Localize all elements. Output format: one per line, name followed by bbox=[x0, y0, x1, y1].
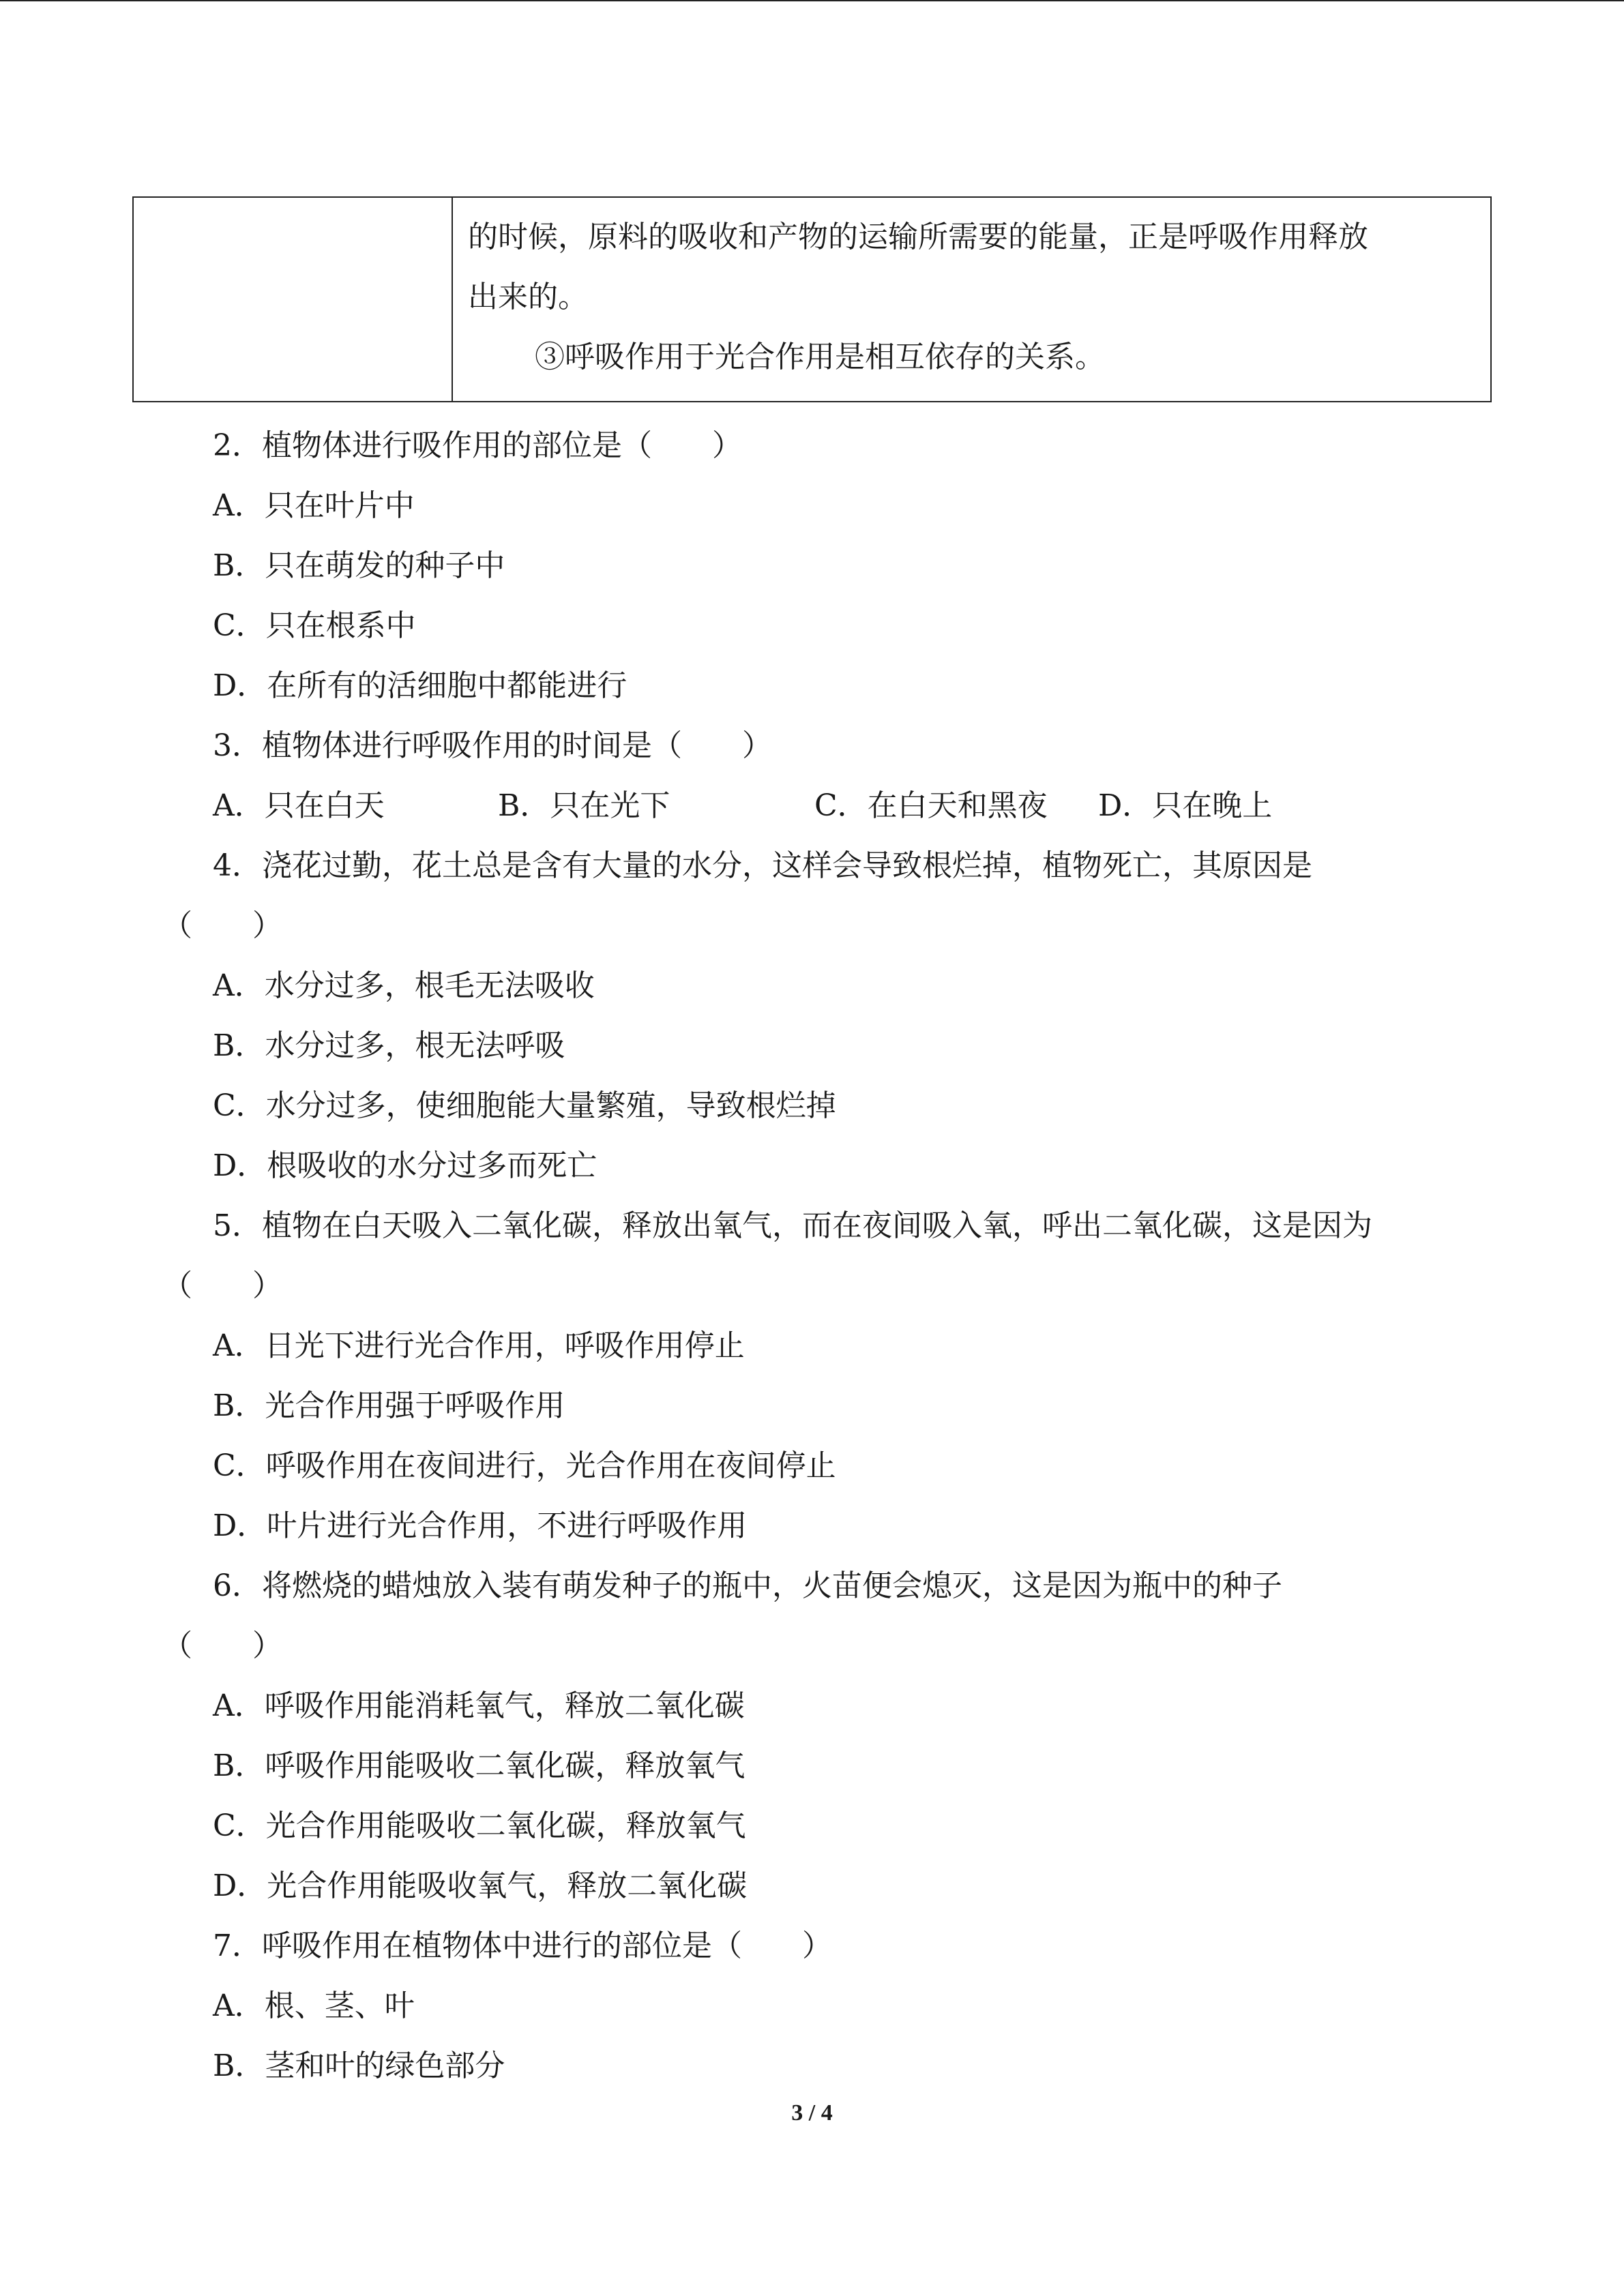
question-4-stem-row bbox=[0, 836, 1624, 896]
question-4-paren-row bbox=[0, 896, 1624, 956]
question-5-option-b[interactable]: B．光合作用强于呼吸作用 bbox=[213, 1388, 565, 1423]
question-5-answer-paren[interactable]: （ ） bbox=[162, 1268, 282, 1303]
question-5-option-c-row bbox=[0, 1436, 1624, 1496]
question-6-stem-row bbox=[0, 1556, 1624, 1616]
question-6-option-b-row bbox=[0, 1736, 1624, 1796]
question-6-stem: 6．将燃烧的蜡烛放入装有萌发种子的瓶中，火苗便会熄灭，这是因为瓶中的种子 bbox=[213, 1568, 1282, 1603]
question-3-option-a[interactable]: A．只在白天 bbox=[213, 788, 385, 823]
question-6-option-b[interactable]: B．呼吸作用能吸收二氧化碳，释放氧气 bbox=[213, 1748, 745, 1783]
question-6-option-c[interactable]: C．光合作用能吸收二氧化碳，释放氧气 bbox=[213, 1808, 746, 1843]
question-4-option-b[interactable]: B．水分过多，根无法呼吸 bbox=[213, 1028, 565, 1063]
question-4-option-b-row bbox=[0, 1016, 1624, 1076]
question-3-option-d[interactable]: D．只在晚上 bbox=[1098, 788, 1273, 823]
question-4-option-a[interactable]: A．水分过多，根毛无法吸收 bbox=[213, 968, 595, 1003]
question-6-option-a-row bbox=[0, 1676, 1624, 1736]
question-2-option-a-row bbox=[0, 476, 1624, 536]
table-cell-text bbox=[468, 207, 1471, 387]
question-3-option-b[interactable]: B．只在光下 bbox=[498, 788, 670, 823]
question-2-option-b[interactable]: B．只在萌发的种子中 bbox=[213, 548, 505, 583]
answer-table bbox=[132, 196, 1492, 402]
page-number: 3 / 4 bbox=[791, 2100, 833, 2126]
question-5-paren-row bbox=[0, 1256, 1624, 1316]
question-7-option-a[interactable]: A．根、茎、叶 bbox=[213, 1988, 415, 2023]
question-4-answer-paren[interactable]: （ ） bbox=[162, 908, 282, 943]
question-2-option-b-row bbox=[0, 536, 1624, 596]
question-5-option-d[interactable]: D．叶片进行光合作用，不进行呼吸作用 bbox=[213, 1508, 748, 1543]
question-4-stem: 4．浇花过勤，花土总是含有大量的水分，这样会导致根烂掉，植物死亡，其原因是 bbox=[213, 848, 1312, 883]
question-2-option-d[interactable]: D．在所有的活细胞中都能进行 bbox=[213, 668, 628, 703]
question-3-option-c[interactable]: C．在白天和黑夜 bbox=[814, 788, 1048, 823]
question-2-option-c[interactable]: C．只在根系中 bbox=[213, 608, 416, 643]
question-4-option-c[interactable]: C．水分过多，使细胞能大量繁殖，导致根烂掉 bbox=[213, 1088, 836, 1123]
question-3-stem-row bbox=[0, 716, 1624, 776]
table-column-divider bbox=[452, 198, 453, 401]
question-6-paren-row bbox=[0, 1616, 1624, 1676]
question-4-option-d-row bbox=[0, 1136, 1624, 1196]
question-2-stem-row bbox=[0, 416, 1624, 476]
question-2-stem: 2．植物体进行吸作用的部位是（ ） bbox=[213, 428, 742, 463]
question-4-option-c-row bbox=[0, 1076, 1624, 1136]
top-border-line bbox=[0, 0, 1624, 1]
question-4-option-d[interactable]: D．根吸收的水分过多而死亡 bbox=[213, 1148, 597, 1183]
question-7-option-b-row bbox=[0, 2036, 1624, 2096]
table-line-3: ③呼吸作用于光合作用是相互依存的关系。 bbox=[535, 340, 1105, 374]
question-6-option-d[interactable]: D．光合作用能吸收氧气，释放二氧化碳 bbox=[213, 1868, 748, 1903]
question-5-option-c[interactable]: C．呼吸作用在夜间进行，光合作用在夜间停止 bbox=[213, 1448, 836, 1483]
question-6-option-a[interactable]: A．呼吸作用能消耗氧气，释放二氧化碳 bbox=[213, 1688, 745, 1723]
question-2-option-a[interactable]: A．只在叶片中 bbox=[213, 488, 415, 523]
question-4-option-a-row bbox=[0, 956, 1624, 1016]
question-5-option-a-row bbox=[0, 1316, 1624, 1376]
question-7-option-b[interactable]: B．茎和叶的绿色部分 bbox=[213, 2048, 505, 2083]
table-line-1: 的时候，原料的吸收和产物的运输所需要的能量，正是呼吸作用释放 bbox=[468, 220, 1368, 254]
question-7-option-a-row bbox=[0, 1976, 1624, 2036]
question-3-inline-options bbox=[213, 776, 1372, 836]
question-3-stem: 3．植物体进行呼吸作用的时间是（ ） bbox=[213, 728, 772, 763]
question-5-option-a[interactable]: A．日光下进行光合作用，呼吸作用停止 bbox=[213, 1328, 745, 1363]
question-5-option-b-row bbox=[0, 1376, 1624, 1436]
question-7-stem: 7．呼吸作用在植物体中进行的部位是（ ） bbox=[213, 1928, 832, 1963]
question-5-option-d-row bbox=[0, 1496, 1624, 1556]
question-2-option-c-row bbox=[0, 596, 1624, 656]
question-5-stem-row bbox=[0, 1196, 1624, 1256]
question-7-stem-row bbox=[0, 1916, 1624, 1976]
question-6-answer-paren[interactable]: （ ） bbox=[162, 1628, 282, 1663]
table-line-2: 出来的。 bbox=[468, 280, 588, 314]
question-5-stem: 5．植物在白天吸入二氧化碳，释放出氧气，而在夜间吸入氧，呼出二氧化碳，这是因为 bbox=[213, 1208, 1372, 1243]
question-3-options-row bbox=[0, 776, 1624, 836]
question-6-option-c-row bbox=[0, 1796, 1624, 1856]
question-6-option-d-row bbox=[0, 1856, 1624, 1916]
question-2-option-d-row bbox=[0, 656, 1624, 716]
